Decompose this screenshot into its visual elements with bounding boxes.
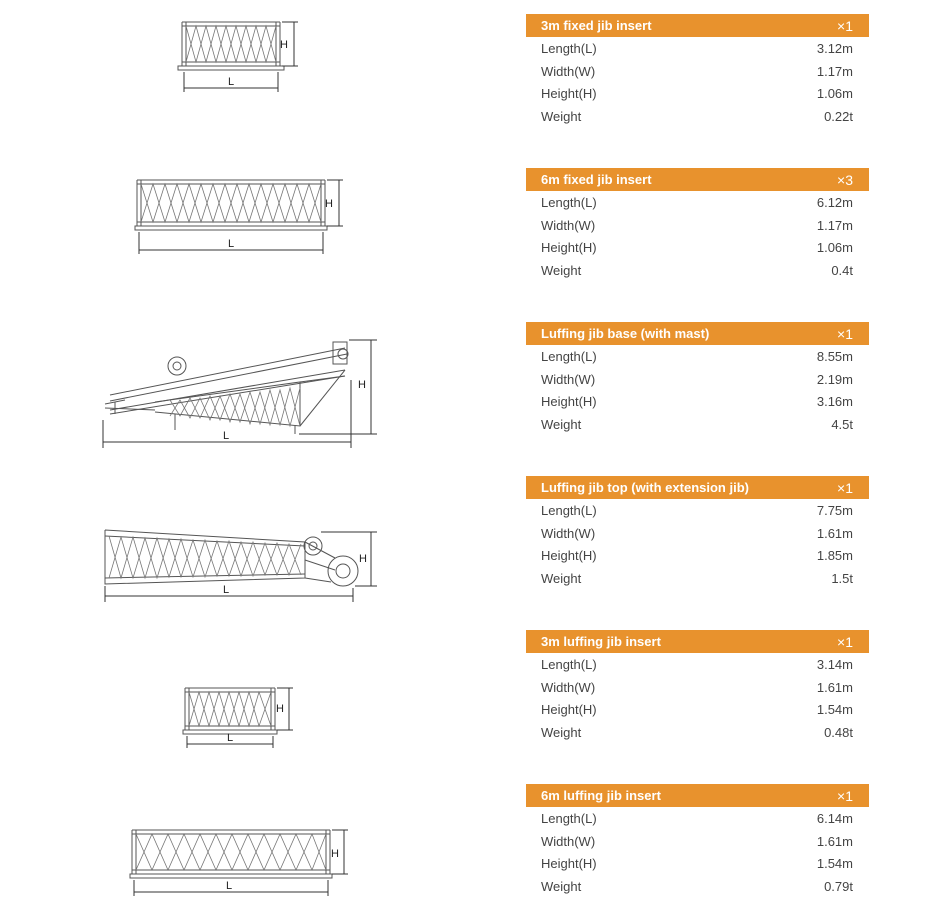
truss-section-drawing — [175, 680, 305, 750]
spec-value: 3.16m — [816, 394, 853, 410]
spec-label: Height(H) — [541, 86, 597, 102]
spec-row-length — [526, 499, 869, 522]
spec-label: Width(W) — [541, 833, 596, 849]
component-quantity: ×1 — [837, 787, 853, 804]
drawing-6m-fixed-jib-insert — [125, 170, 355, 260]
height-dimension-label: H — [331, 848, 339, 860]
spec-label: Height(H) — [541, 240, 597, 256]
spec-value: 3.14m — [816, 656, 853, 672]
spec-value: 1.54m — [816, 702, 853, 718]
jib-top-drawing — [95, 520, 395, 605]
spec-value: 3.12m — [816, 40, 853, 56]
length-dimension-label: L — [223, 430, 230, 442]
height-dimension-label: H — [358, 379, 366, 391]
spec-value: 0.79t — [824, 879, 853, 895]
length-dimension-label: L — [228, 76, 235, 88]
spec-label: Height(H) — [541, 394, 597, 410]
spec-row-weight — [526, 413, 869, 436]
spec-row-weight — [526, 567, 869, 590]
spec-row-weight — [526, 105, 869, 128]
length-dimension-label: L — [227, 732, 234, 744]
component-quantity: ×1 — [837, 17, 853, 34]
spec-value: 2.19m — [816, 371, 853, 387]
spec-value: 1.17m — [816, 63, 853, 79]
drawing-3m-fixed-jib-insert — [170, 10, 310, 95]
spec-label: Length(L) — [541, 810, 597, 826]
jib-base-drawing — [95, 330, 395, 455]
truss-section-drawing — [120, 820, 360, 900]
length-dimension-label: L — [223, 584, 230, 596]
spec-label: Width(W) — [541, 217, 596, 233]
spec-row-length — [526, 345, 869, 368]
spec-value: 0.4t — [831, 263, 853, 279]
spec-label: Weight — [541, 725, 582, 741]
spec-label: Weight — [541, 109, 582, 125]
component-title: Luffing jib base (with mast) — [541, 326, 710, 341]
spec-row-length — [526, 653, 869, 676]
spec-table-header — [526, 168, 869, 191]
spec-row-width — [526, 676, 869, 699]
spec-value: 1.06m — [816, 240, 853, 256]
spec-row-height — [526, 853, 869, 876]
spec-label: Weight — [541, 879, 582, 895]
spec-row-height — [526, 237, 869, 260]
spec-value: 6.14m — [816, 810, 853, 826]
spec-value: 1.06m — [816, 86, 853, 102]
spec-value: 8.55m — [816, 348, 853, 364]
drawing-6m-luffing-jib-insert — [120, 820, 360, 900]
component-title: 6m luffing jib insert — [541, 788, 661, 803]
spec-row-width — [526, 368, 869, 391]
spec-label: Width(W) — [541, 525, 596, 541]
spec-value: 0.48t — [824, 725, 853, 741]
spec-table-header — [526, 476, 869, 499]
spec-value: 1.5t — [831, 571, 853, 587]
spec-table-luffing-jib-base — [526, 322, 869, 436]
spec-table-6m-luffing-jib-insert — [526, 784, 869, 898]
component-quantity: ×1 — [837, 633, 853, 650]
spec-table-3m-fixed-jib-insert — [526, 14, 869, 128]
spec-table-header — [526, 784, 869, 807]
component-title: 6m fixed jib insert — [541, 172, 652, 187]
spec-label: Weight — [541, 263, 582, 279]
spec-row-weight — [526, 721, 869, 744]
component-quantity: ×1 — [837, 325, 853, 342]
spec-label: Width(W) — [541, 679, 596, 695]
spec-row-width — [526, 214, 869, 237]
spec-table-6m-fixed-jib-insert — [526, 168, 869, 282]
spec-row-height — [526, 391, 869, 414]
spec-value: 6.12m — [816, 194, 853, 210]
spec-table-3m-luffing-jib-insert — [526, 630, 869, 744]
truss-section-drawing — [125, 170, 355, 260]
length-dimension-label: L — [226, 880, 233, 892]
spec-label: Length(L) — [541, 194, 597, 210]
component-title: 3m fixed jib insert — [541, 18, 652, 33]
spec-value: 1.61m — [816, 679, 853, 695]
component-title: 3m luffing jib insert — [541, 634, 661, 649]
length-dimension-label: L — [228, 238, 235, 250]
spec-value: 1.61m — [816, 525, 853, 541]
spec-row-height — [526, 699, 869, 722]
spec-row-width — [526, 522, 869, 545]
spec-row-height — [526, 545, 869, 568]
truss-section-drawing — [170, 10, 310, 95]
spec-label: Height(H) — [541, 856, 597, 872]
spec-row-width — [526, 830, 869, 853]
spec-label: Length(L) — [541, 502, 597, 518]
drawing-3m-luffing-jib-insert — [175, 680, 305, 750]
spec-label: Length(L) — [541, 348, 597, 364]
spec-value: 4.5t — [831, 417, 853, 433]
spec-value: 1.85m — [816, 548, 853, 564]
height-dimension-label: H — [325, 198, 333, 210]
component-title: Luffing jib top (with extension jib) — [541, 480, 749, 495]
height-dimension-label: H — [276, 703, 284, 715]
drawing-luffing-jib-top — [95, 520, 395, 605]
spec-row-length — [526, 191, 869, 214]
spec-row-height — [526, 83, 869, 106]
spec-label: Height(H) — [541, 548, 597, 564]
component-quantity: ×3 — [837, 171, 853, 188]
spec-table-luffing-jib-top — [526, 476, 869, 590]
spec-label: Weight — [541, 571, 582, 587]
spec-value: 1.54m — [816, 856, 853, 872]
spec-table-header — [526, 630, 869, 653]
spec-row-weight — [526, 259, 869, 282]
drawing-luffing-jib-base — [95, 330, 395, 455]
spec-value: 1.61m — [816, 833, 853, 849]
height-dimension-label: H — [359, 553, 367, 565]
spec-value: 1.17m — [816, 217, 853, 233]
component-quantity: ×1 — [837, 479, 853, 496]
spec-row-width — [526, 60, 869, 83]
spec-row-length — [526, 37, 869, 60]
spec-row-length — [526, 807, 869, 830]
spec-row-weight — [526, 875, 869, 898]
height-dimension-label: H — [280, 39, 288, 51]
spec-label: Height(H) — [541, 702, 597, 718]
spec-label: Length(L) — [541, 40, 597, 56]
spec-value: 7.75m — [816, 502, 853, 518]
spec-label: Weight — [541, 417, 582, 433]
spec-table-header — [526, 14, 869, 37]
spec-table-header — [526, 322, 869, 345]
spec-label: Width(W) — [541, 63, 596, 79]
spec-label: Length(L) — [541, 656, 597, 672]
spec-value: 0.22t — [824, 109, 853, 125]
spec-label: Width(W) — [541, 371, 596, 387]
